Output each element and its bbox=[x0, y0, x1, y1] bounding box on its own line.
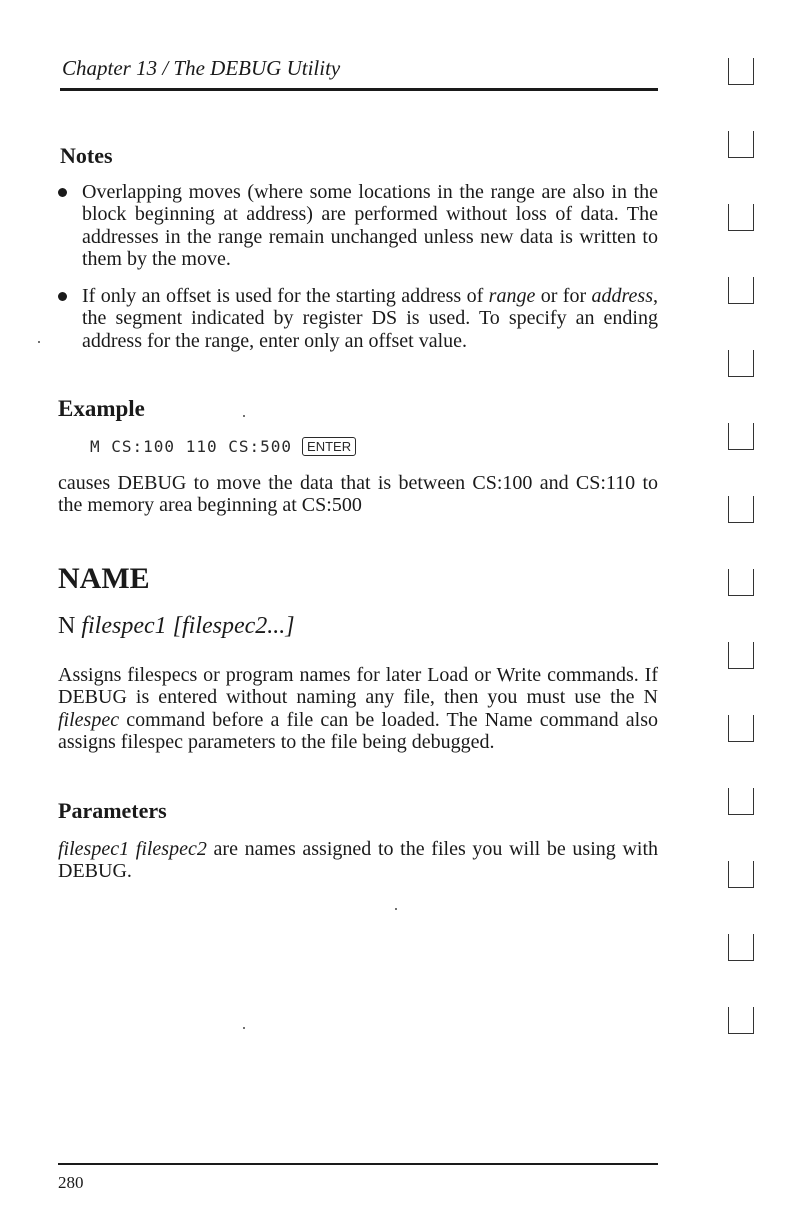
thumb-tab bbox=[728, 423, 754, 450]
thumb-tab bbox=[728, 569, 754, 596]
name-syntax: N filespec1 [filespec2...] bbox=[58, 613, 295, 639]
example-description: causes DEBUG to move the data that is between CS:100 and CS:110 to the memory area beginning at CS:500 bbox=[58, 472, 658, 517]
thumb-tab bbox=[728, 861, 754, 888]
running-header: Chapter 13 / The DEBUG Utility bbox=[62, 56, 341, 80]
bullet-text: If only an offset is used for the starting address of range or for address, the segment indicated by register DS is used. To specify an ending address for the range, enter only an offset value. bbox=[82, 285, 658, 352]
enter-key-icon: ENTER bbox=[302, 437, 356, 456]
page-number: 280 bbox=[58, 1173, 84, 1192]
bullet-dot-icon bbox=[58, 292, 67, 301]
thumb-tab bbox=[728, 277, 754, 304]
section-title-name: NAME bbox=[58, 562, 150, 595]
print-speck bbox=[243, 1027, 245, 1029]
bullet-text: Overlapping moves (where some locations in the range are also in the block beginning at address) are performed without loss of data. The addresses in the range remain unchanged unless new data is written to them by the move. bbox=[82, 181, 658, 270]
param-names: filespec1 filespec2 bbox=[58, 838, 207, 860]
range-term: range bbox=[488, 285, 536, 307]
thumb-tab bbox=[728, 496, 754, 523]
example-command bbox=[90, 437, 356, 456]
header-rule bbox=[60, 88, 658, 91]
thumb-tab bbox=[728, 934, 754, 961]
address-term: address bbox=[591, 285, 653, 307]
thumb-tab bbox=[728, 1007, 754, 1034]
example-heading: Example bbox=[58, 396, 145, 421]
parameters-description: filespec1 filespec2 are names assigned to the files you will be using with DEBUG. bbox=[58, 838, 659, 883]
filespec-term: filespec bbox=[58, 708, 120, 731]
bullet-dot-icon bbox=[58, 188, 67, 197]
notes-bullet bbox=[58, 181, 658, 270]
name-description: Assigns filespecs or program names for later Load or Write commands. If DEBUG is entered without naming any file, then you must use the N filespec command before a file can be loaded. The Name command also assigns filespec parameters to the file being debugged. bbox=[58, 664, 658, 753]
thumb-tab bbox=[728, 131, 754, 158]
thumb-tab bbox=[728, 350, 754, 377]
print-speck bbox=[38, 341, 40, 343]
thumb-tab bbox=[728, 715, 754, 742]
notes-bullet bbox=[58, 285, 658, 352]
notes-heading: Notes bbox=[60, 143, 113, 168]
print-speck bbox=[243, 415, 245, 417]
footer-rule bbox=[58, 1163, 658, 1165]
parameters-heading: Parameters bbox=[58, 798, 167, 823]
thumb-tab bbox=[728, 788, 754, 815]
command-text: M CS:100 110 CS:500 bbox=[90, 437, 293, 456]
thumb-tab bbox=[728, 642, 754, 669]
print-speck bbox=[395, 908, 397, 910]
thumb-tab bbox=[728, 204, 754, 231]
thumb-tab bbox=[728, 58, 754, 85]
